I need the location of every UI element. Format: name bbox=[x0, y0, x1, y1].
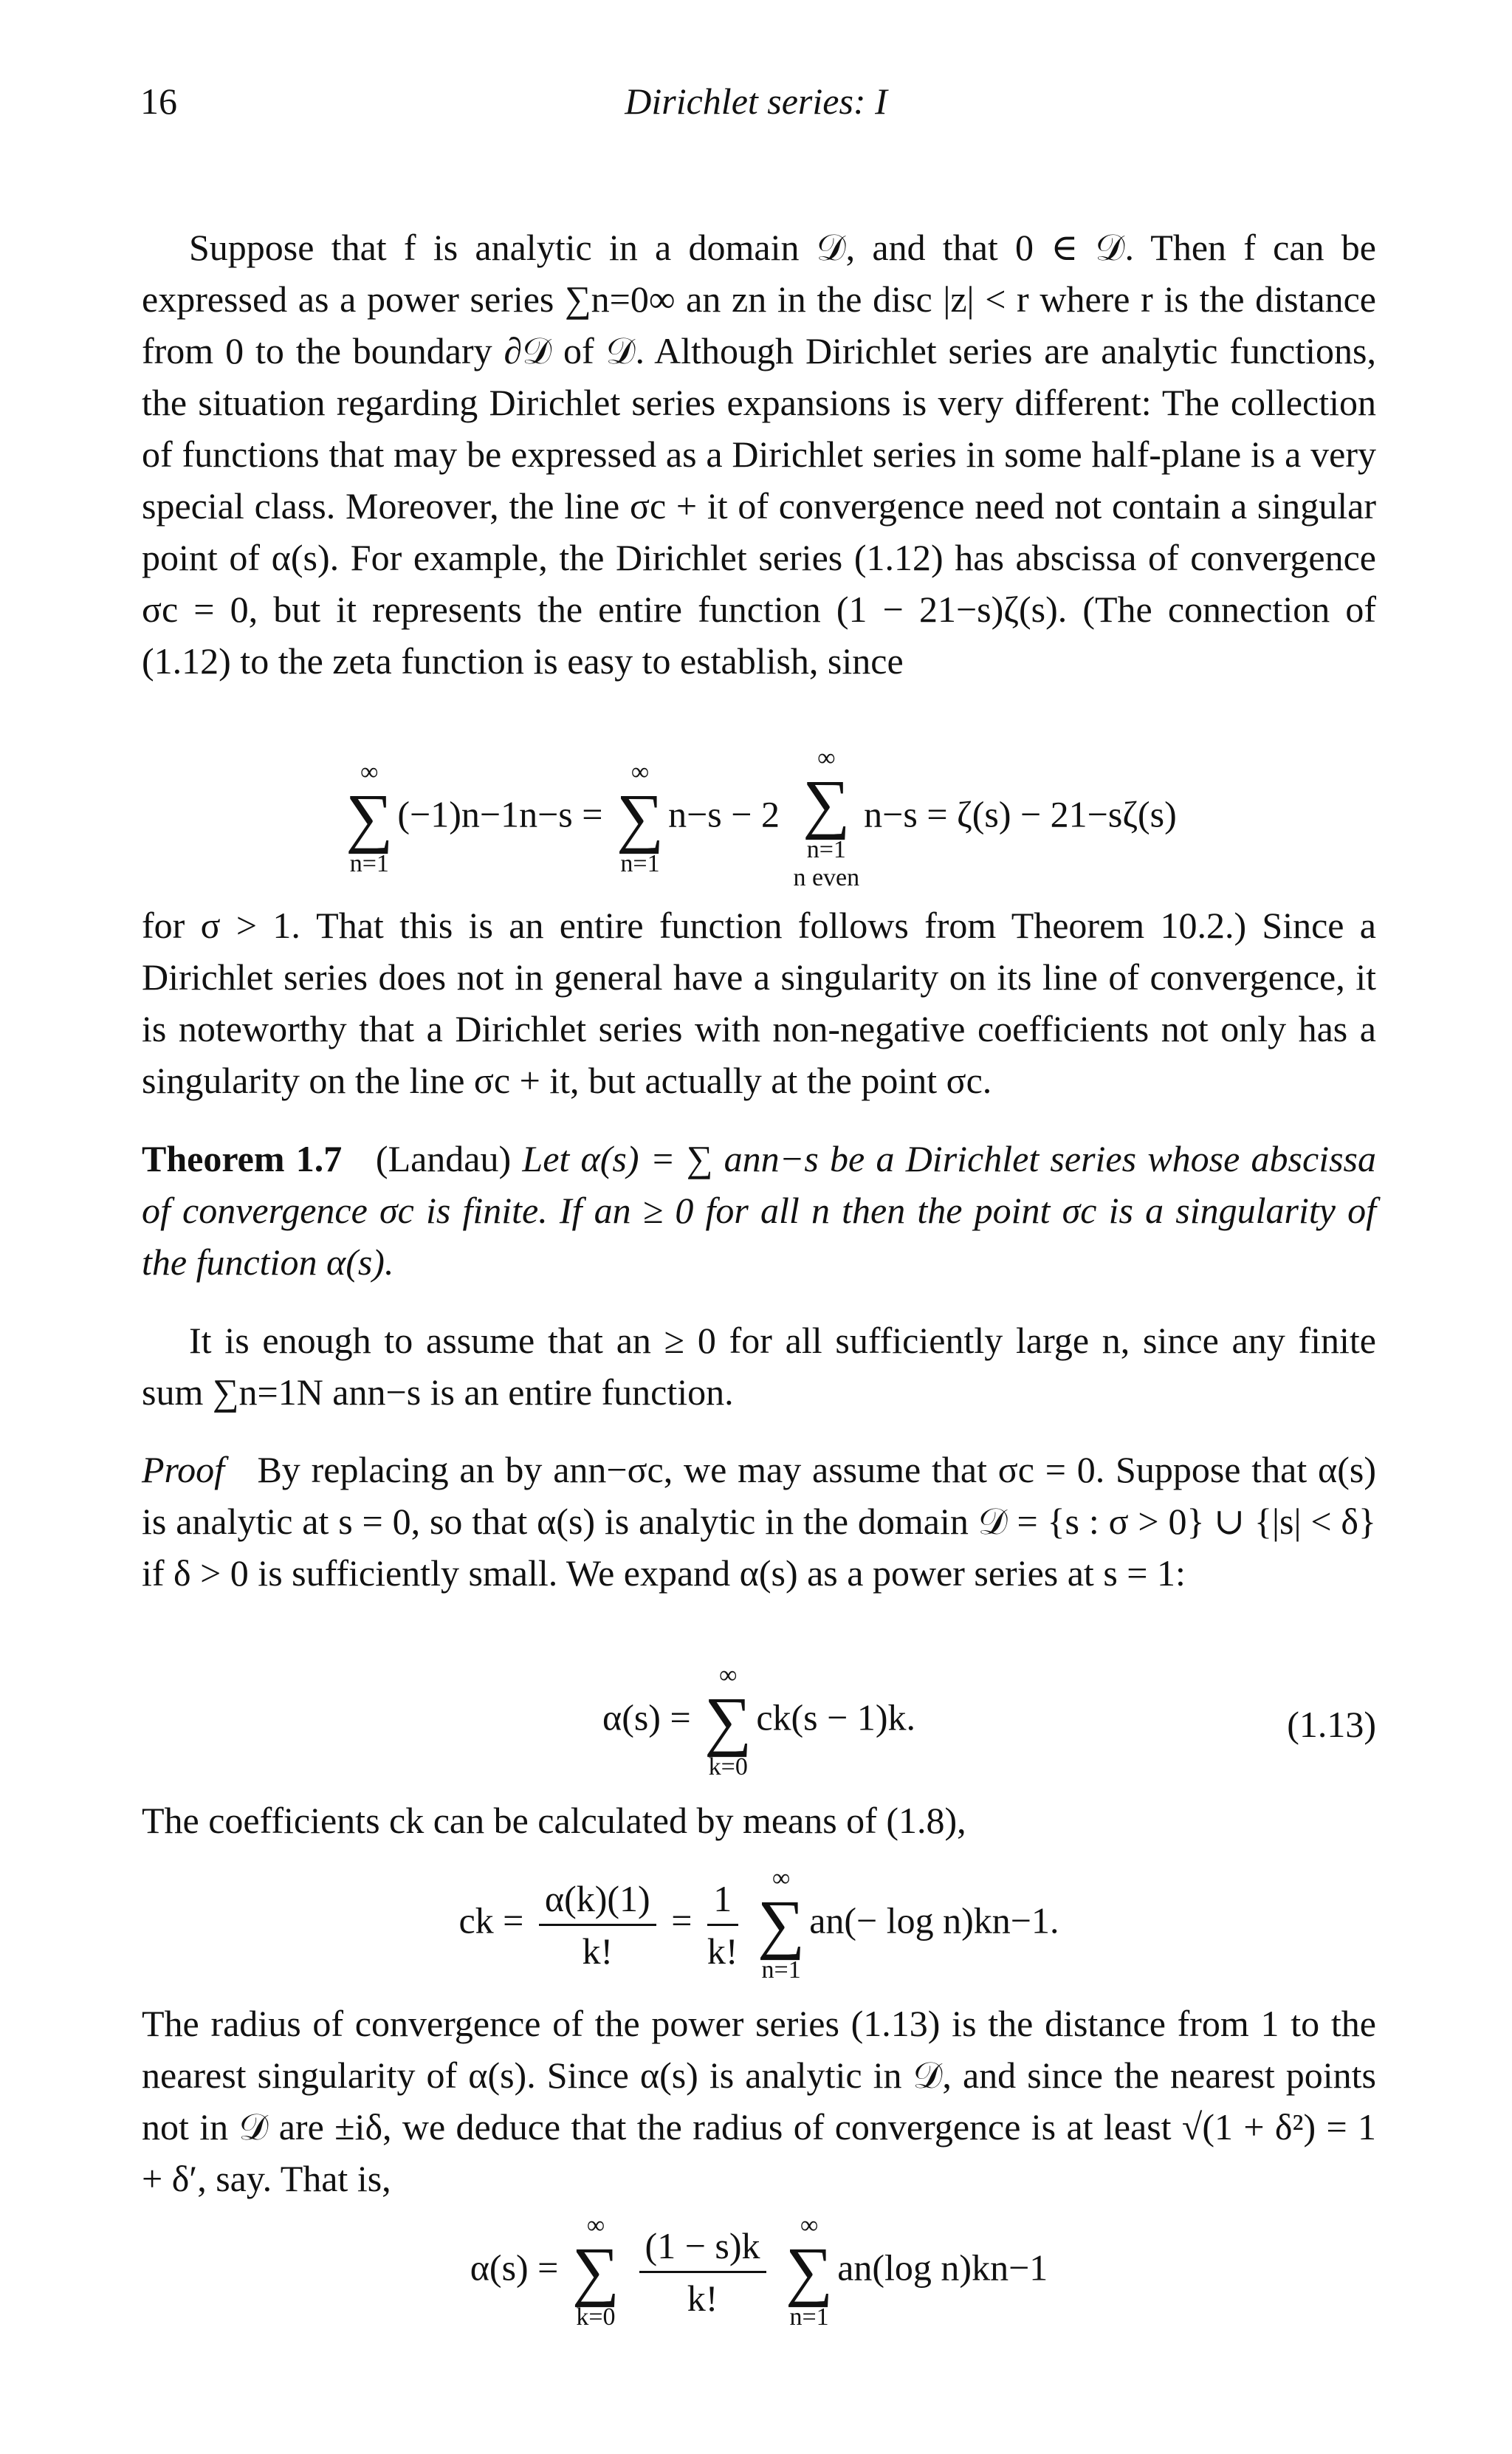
paragraph-3: It is enough to assume that an ≥ 0 for all sufficiently large n, since any finite sum ∑n=1N ann−s is an entire function. bbox=[142, 1320, 1376, 1413]
proof bbox=[142, 1444, 1376, 1599]
paragraph-2: for σ > 1. That this is an entire function follows from Theorem 10.2.) Since a Dirichlet series does not in general have a singularity on its line of convergence, it is noteworthy that a Dirichlet series with non-negative coefficients not only has a singularity on the line σc + it, but actually at the point σc. bbox=[142, 905, 1376, 1101]
eq1-term3: n−s = ζ(s) − 21−sζ(s) bbox=[864, 793, 1177, 835]
theorem-label: Theorem 1.7 bbox=[142, 1138, 343, 1179]
sum-symbol: ∞ ∑ k=0 bbox=[704, 1662, 752, 1780]
eq4-lhs: α(s) = bbox=[470, 2246, 559, 2289]
sum-symbol: ∞ ∑ k=0 bbox=[571, 2212, 620, 2331]
running-header bbox=[140, 80, 1372, 124]
equation-coefficients: ck = $\frac{\alpha(k)(1)}{k!}$ = $\frac{1}{k!}$ ∞ ∑ n=1 an(− log n)kn−1. bbox=[458, 1865, 1059, 1984]
eq2-rhs: ck(s − 1)k. bbox=[756, 1696, 915, 1738]
equation-expansion bbox=[142, 2212, 1376, 2331]
fraction: $\frac{(1 - s)k}{k!}$ bbox=[639, 2225, 766, 2319]
sum-symbol: ∞ ∑ n=1 bbox=[757, 1865, 805, 1984]
equation-number: (1.13) bbox=[1287, 1704, 1376, 1745]
eq3-rhs: an(− log n)kn−1. bbox=[809, 1899, 1059, 1941]
page-number: 16 bbox=[140, 80, 177, 122]
paragraph-1: Suppose that f is analytic in a domain 𝒟, and that 0 ∈ 𝒟. Then f can be expressed as a power series ∑n=0∞ an zn in the disc |z| < r where r is the distance from 0 to the boundary ∂𝒟 of 𝒟. Although Dirichlet series are analytic functions, the situation regarding Dirichlet series expansions is very different: The collection of functions that may be expressed as a Dirichlet series in some half-plane is a very special class. Moreover, the line σc + it of convergence need not contain a singular point of α(s). For example, the Dirichlet series (1.12) has abscissa of convergence σc = 0, but it represents the entire function (1 − 21−s)ζ(s). (The connection of (1.12) to the zeta function is easy to establish, since bbox=[142, 227, 1376, 682]
theorem-attribution: (Landau) bbox=[375, 1138, 512, 1179]
equation-1: ∞ ∑ n=1 (−1)n−1n−s = ∞ ∑ n=1 n−s − 2 ∞ ∑ n=1 n even n−s = ζ(s) − 21−sζ(s) bbox=[346, 744, 1177, 891]
fraction: $\frac{1}{k!}$ bbox=[707, 1877, 738, 1972]
running-title: Dirichlet series: I bbox=[625, 80, 887, 122]
eq4-rhs: an(log n)kn−1 bbox=[837, 2246, 1048, 2289]
eq2-lhs: α(s) = bbox=[602, 1696, 691, 1738]
equation-1-13 bbox=[142, 1662, 1376, 1781]
eq1-lhs: (−1)n−1n−s bbox=[397, 793, 573, 835]
sum-symbol: ∞ ∑ n=1 bbox=[786, 2212, 834, 2331]
sum-symbol: ∞ ∑ n=1 n even bbox=[793, 744, 860, 891]
paragraph-4: The coefficients ck can be calculated by means of (1.8), bbox=[142, 1800, 966, 1841]
sum-symbol: ∞ ∑ n=1 bbox=[346, 758, 394, 877]
theorem-body: Let α(s) = ∑ ann−s be a Dirichlet series whose abscissa of convergence σc is finite. If an ≥ 0 for all n then the point σc is a singularity of the function α(s). bbox=[142, 1138, 1377, 1283]
proof-body: By replacing an by ann−σc, we may assume that σc = 0. Suppose that α(s) is analytic at s = 0, so that α(s) is analytic in the domain 𝒟 = {s : σ > 0} ∪ {|s| < δ} if δ > 0 is sufficiently small. We expand α(s) as a power series at s = 1: bbox=[142, 1449, 1377, 1594]
proof-label: Proof bbox=[142, 1449, 225, 1490]
theorem-1-7 bbox=[142, 1133, 1376, 1288]
fraction: $\frac{\alpha(k)(1)}{k!}$ bbox=[539, 1878, 656, 1972]
sum-symbol: ∞ ∑ n=1 bbox=[616, 758, 664, 877]
eq1-term2: n−s − 2 bbox=[668, 793, 780, 835]
eq3-lhs: ck = bbox=[458, 1899, 524, 1941]
paragraph-5: The radius of convergence of the power series (1.13) is the distance from 1 to the nearest singularity of α(s). Since α(s) is analytic in 𝒟, and since the nearest points not in 𝒟 are ±iδ, we deduce that the radius of convergence is at least √(1 + δ²) = 1 + δ′, say. That is, bbox=[142, 2003, 1376, 2199]
